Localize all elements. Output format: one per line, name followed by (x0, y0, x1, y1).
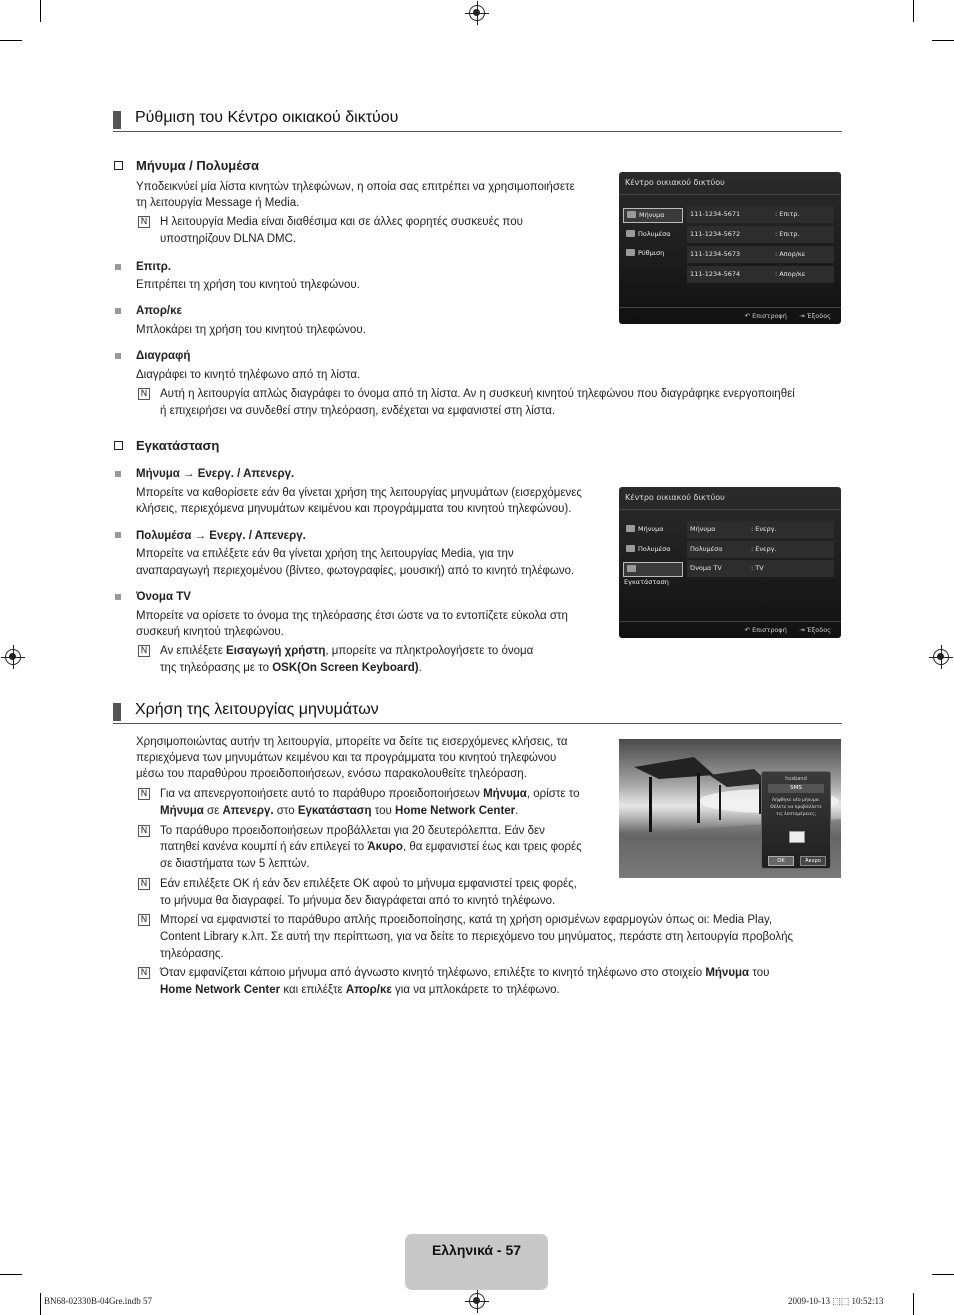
section-heading (113, 701, 842, 724)
bullet-desc: Διαγράφει το κινητό τηλέφωνο από τη λίστα. (136, 369, 361, 381)
footer-date: 2009-10-13 ⬚⬚ 10:52:13 (788, 1296, 884, 1306)
note-icon: N (138, 216, 150, 228)
screen-footer: ↶ Επιστροφή ⇥ Έξοδος (744, 626, 831, 634)
section-title: Ρύθμιση του Κέντρο οικιακού δικτύου (135, 109, 399, 126)
registration-mark-icon (469, 5, 485, 21)
exit-icon: ⇥ (799, 626, 805, 634)
note-text: Αν επιλέξετε Εισαγωγή χρήστη, μπορείτε να πληκτρολογήσετε το όνομα (160, 645, 534, 657)
bullet-title: Επιτρ. (136, 261, 172, 273)
screen-footer: ↶ Επιστροφή ⇥ Έξοδος (744, 312, 831, 320)
ok-button[interactable]: OK (768, 856, 794, 866)
bullet-icon (115, 264, 121, 270)
setting-row[interactable]: Όνομα TV : TV (687, 560, 834, 577)
note-icon: N (138, 788, 150, 800)
message-icon (627, 211, 636, 218)
bullet-icon (115, 594, 121, 600)
media-icon (626, 545, 635, 552)
exit-icon: ⇥ (799, 312, 805, 320)
note-text: το μήνυμα θα διαγραφεί. Το μήνυμα δεν διαγράφεται από το κινητό τηλέφωνο. (160, 895, 556, 907)
crop-mark (0, 40, 22, 41)
note-icon: N (138, 825, 150, 837)
note-text: Το παράθυρο προειδοποιήσεων προβάλλεται για 20 δευτερόλεπτα. Εάν δεν (160, 825, 545, 837)
crop-mark (40, 1293, 41, 1315)
media-icon (626, 230, 635, 237)
bullet-icon (115, 532, 121, 538)
checkbox-bullet-icon (114, 441, 123, 450)
screen-title: Κέντρο οικιακού δικτύου (625, 493, 725, 502)
registration-mark-icon (5, 649, 21, 665)
note-icon: N (138, 914, 150, 926)
setting-row[interactable]: Μήνυμα : Ενεργ. (687, 521, 834, 538)
bullet-icon (115, 308, 121, 314)
bullet-desc: αναπαραγωγή περιεχομένου (βίντεο, φωτογραφίες, μουσική) από το κινητό τηλέφωνο. (136, 565, 575, 577)
phone-row[interactable]: 111-1234-5672 : Επιτρ. (687, 226, 834, 243)
bullet-desc: συσκευή κινητού τηλεφώνου. (136, 626, 284, 638)
tv-screen-setup (619, 487, 841, 638)
note-text: Η λειτουργία Media είναι διαθέσιμα και σε άλλες φορητές συσκευές που (160, 216, 523, 228)
note-icon: N (138, 388, 150, 400)
checkbox-bullet-icon (114, 161, 123, 170)
menu-item-media[interactable]: Πολυμέσα (623, 228, 681, 241)
popup-text: Λήψθηκε νέο μήνυμα. Θέλετε να προβάλλετε τις λεπτομέρειες; (770, 798, 822, 817)
bullet-desc: Μπορείτε να ορίσετε το όνομα της τηλεόρασης έτσι ώστε να το εντοπίζετε εύκολα στη (136, 610, 568, 622)
bullet-title: Διαγραφή (136, 350, 191, 362)
bullet-icon (115, 353, 121, 359)
menu-item-setup[interactable]: Εγκατάσταση (623, 562, 683, 577)
bullet-title: Απορ/κε (136, 305, 182, 317)
note-icon: N (138, 645, 150, 657)
cancel-button[interactable]: Άκυρο (800, 856, 826, 866)
note-text: σε διαστήματα των 5 λεπτών. (160, 858, 310, 870)
bullet-desc: Μπορείτε να καθορίσετε εάν θα γίνεται χρήση της λειτουργίας μηνυμάτων (εισερχόμενες (136, 487, 582, 499)
page-number-box (405, 1234, 548, 1290)
crop-mark (913, 0, 914, 22)
note-icon: N (138, 878, 150, 890)
return-icon: ↶ (744, 312, 750, 320)
heading-bar (113, 111, 121, 129)
tv-screen-message-list (619, 172, 841, 324)
crop-mark (932, 1274, 954, 1275)
phone-row[interactable]: 111-1234-5671 : Επιτρ. (687, 206, 834, 223)
bullet-desc: Μπορείτε να επιλέξετε εάν θα γίνεται χρήση της λειτουργίας Media, για την (136, 548, 514, 560)
paragraph: τη λειτουργία Message ή Media. (136, 197, 300, 209)
note-text: της τηλεόρασης με το OSK(On Screen Keyboard). (160, 662, 422, 674)
note-text: Εάν επιλέξετε OK ή εάν δεν επιλέξετε OK αφού το μήνυμα εμφανιστεί τρεις φορές, (160, 878, 577, 890)
bullet-title: Μήνυμα → Ενεργ. / Απενεργ. (136, 468, 295, 480)
bullet-desc: Επιτρέπει τη χρήση του κινητού τηλεφώνου. (136, 279, 360, 291)
message-notification-popup (761, 771, 831, 869)
note-text: Όταν εμφανίζεται κάποιο μήνυμα από άγνωστο κινητό τηλέφωνο, επιλέξτε το κινητό τηλέφωνο στο στοιχείο Μήνυμα του (160, 967, 770, 979)
crop-mark (40, 0, 41, 22)
popup-sender: husband (785, 776, 807, 782)
crop-mark (913, 1293, 914, 1315)
subheading: Εγκατάσταση (136, 438, 220, 453)
note-text: Home Network Center και επιλέξτε Απορ/κε για να μπλοκάρετε το τηλέφωνο. (160, 984, 560, 996)
note-text: ή επιχειρήσει να συνδεθεί στην τηλεόραση, ενδέχεται να εμφανιστεί στη λίστα. (160, 405, 556, 417)
paragraph: περιεχόμενα των μηνυμάτων κειμένου και τα προγράμματα του κινητού τηλεφώνου (136, 752, 557, 764)
note-text: Content Library κ.λπ. Σε αυτή την περίπτωση, για να δείτε το περιεχόμενο του μηνύματος, περάστε στη λειτουργία προβολής (160, 931, 794, 943)
bullet-title: Πολυμέσα → Ενεργ. / Απενεργ. (136, 530, 306, 542)
crop-mark (0, 1274, 22, 1275)
message-icon (626, 525, 635, 532)
popup-type: SMS (768, 784, 824, 793)
section-title: Χρήση της λειτουργίας μηνυμάτων (135, 701, 379, 718)
registration-mark-icon (933, 649, 949, 665)
phone-row[interactable]: 111-1234-5674 : Απορ/κε (687, 266, 834, 283)
gear-icon (627, 565, 636, 572)
paragraph: μέσω του παραθύρου προειδοποιήσεων, ενόσω παρακολουθείτε τηλεόραση. (136, 768, 527, 780)
menu-item-media[interactable]: Πολυμέσα (623, 543, 681, 556)
note-text: Αυτή η λειτουργία απλώς διαγράφει το όνομα από τη λίστα. Αν η συσκευή κινητού τηλεφώνου που διαγράφηκε ενεργοποιηθεί (160, 388, 795, 400)
bullet-title: Όνομα TV (136, 591, 191, 603)
note-text: τηλεόρασης. (160, 948, 224, 960)
note-text: Για να απενεργοποιήσετε αυτό το παράθυρο προειδοποιήσεων Μήνυμα, ορίστε το (160, 788, 580, 800)
paragraph: Χρησιμοποιώντας αυτήν τη λειτουργία, μπορείτε να δείτε τις εισερχόμενες κλήσεις, τα (136, 736, 568, 748)
footer-file: BN68-02330B-04Gre.indb 57 (44, 1296, 152, 1306)
screen-title: Κέντρο οικιακού δικτύου (625, 178, 725, 187)
crop-mark (932, 40, 954, 41)
heading-bar (113, 703, 121, 721)
menu-item-settings[interactable]: Ρύθμιση (623, 247, 681, 260)
gear-icon (626, 249, 635, 256)
registration-mark-icon (469, 1293, 485, 1309)
return-icon: ↶ (744, 626, 750, 634)
bullet-desc: Μπλοκάρει τη χρήση του κινητού τηλεφώνου. (136, 324, 366, 336)
setting-row[interactable]: Πολυμέσα : Ενεργ. (687, 541, 834, 558)
envelope-icon (789, 831, 805, 843)
note-text: υποστηρίζουν DLNA DMC. (160, 233, 297, 245)
page-number: Ελληνικά - 57 (431, 1242, 522, 1258)
paragraph: Υποδεικνύεί μία λίστα κινητών τηλεφώνων, η οποία σας επιτρέπει να χρησιμοποιήσετε (136, 181, 575, 193)
menu-item-message[interactable]: Μήνυμα (623, 523, 681, 536)
note-text: πατηθεί κανένα κουμπί ή εάν επιλεγεί το Άκυρο, θα εμφανιστεί έως και τρεις φορές (160, 841, 582, 853)
bullet-icon (115, 471, 121, 477)
menu-item-message[interactable]: Μήνυμα (623, 208, 683, 223)
phone-row[interactable]: 111-1234-5673 : Απορ/κε (687, 246, 834, 263)
note-text: Μήνυμα σε Απενεργ. στο Εγκατάσταση του Home Network Center. (160, 805, 519, 817)
subheading: Μήνυμα / Πολυμέσα (136, 158, 259, 173)
bullet-desc: κλήσεις, περιεχόμενα μηνυμάτων κειμένου και προγράμματα του κινητού τηλεφώνου). (136, 503, 572, 515)
section-heading (113, 109, 842, 132)
note-icon: N (138, 967, 150, 979)
note-text: Μπορεί να εμφανιστεί το παράθυρο απλής προειδοποίησης, κατά τη χρήση ορισμένων εφαρμογών όπως οι: Media Play, (160, 914, 773, 926)
